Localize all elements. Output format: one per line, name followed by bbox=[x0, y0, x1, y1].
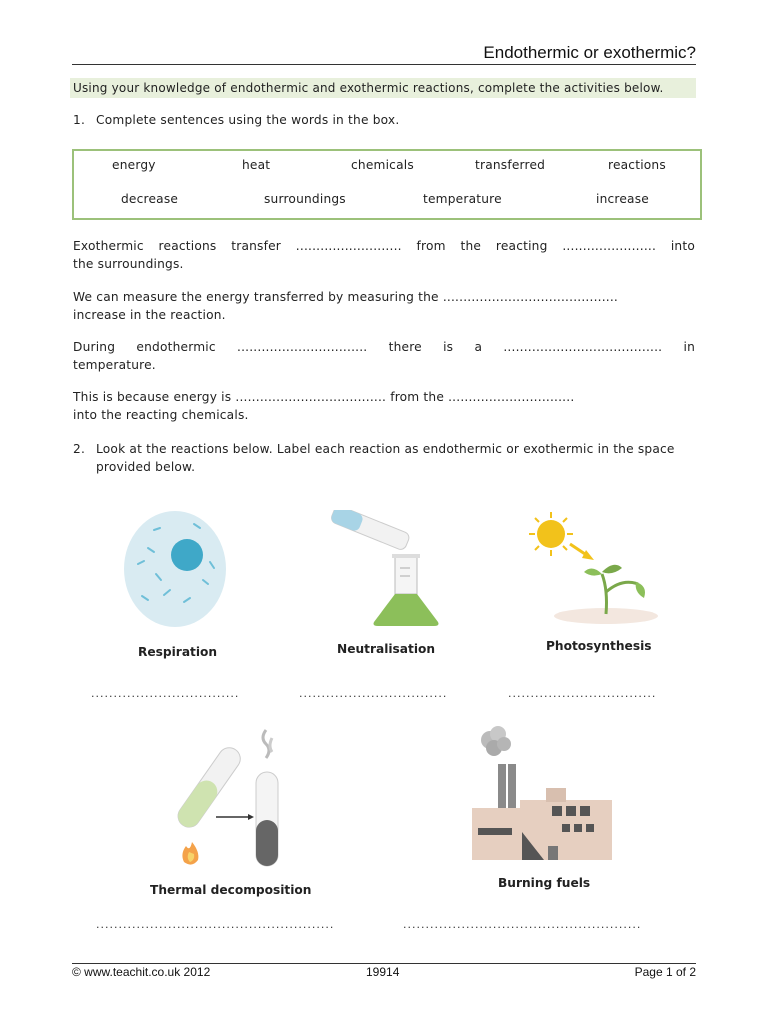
sentence-1 bbox=[73, 237, 695, 273]
sentence-2 bbox=[73, 288, 695, 324]
footer-divider bbox=[72, 963, 696, 964]
sentence-4 bbox=[73, 388, 695, 424]
answer-line-respiration[interactable]: ................................. bbox=[91, 687, 240, 700]
footer-page-number: Page 1 of 2 bbox=[634, 965, 696, 979]
sentence-3 bbox=[73, 338, 695, 374]
sentence-1-line-1: Exothermic reactions transfer .......................... from the reacting ....................... into bbox=[73, 239, 695, 253]
question-2-line-2: provided below. bbox=[96, 460, 196, 474]
word-decrease: decrease bbox=[121, 192, 179, 206]
word-energy: energy bbox=[112, 158, 156, 172]
answer-line-burning-fuels[interactable]: ..................................................... bbox=[403, 918, 642, 931]
word-chemicals: chemicals bbox=[351, 158, 414, 172]
label-respiration: Respiration bbox=[138, 645, 218, 659]
question-2-number: 2. bbox=[73, 442, 86, 456]
photosynthesis-sun-plant-illustration bbox=[526, 512, 666, 630]
sentence-2-line-2: increase in the reaction. bbox=[73, 308, 226, 322]
footer-copyright: © www.teachit.co.uk 2012 bbox=[72, 965, 211, 979]
thermal-decomposition-tubes-illustration bbox=[170, 728, 290, 870]
label-neutralisation: Neutralisation bbox=[337, 642, 436, 656]
question-1-number: 1. bbox=[73, 113, 86, 127]
label-thermal-decomposition: Thermal decomposition bbox=[150, 883, 312, 897]
intro-instruction: Using your knowledge of endothermic and exothermic reactions, complete the activities below. bbox=[70, 78, 696, 98]
sentence-3-line-2: temperature. bbox=[73, 358, 156, 372]
page-title: Endothermic or exothermic? bbox=[483, 43, 696, 62]
answer-line-photosynthesis[interactable]: ................................. bbox=[508, 687, 657, 700]
word-transferred: transferred bbox=[475, 158, 546, 172]
header-divider bbox=[72, 64, 696, 65]
word-heat: heat bbox=[242, 158, 271, 172]
sentence-4-line-2: into the reacting chemicals. bbox=[73, 408, 249, 422]
sentence-2-line-1: We can measure the energy transferred by measuring the ........................................... bbox=[73, 290, 619, 304]
word-surroundings: surroundings bbox=[264, 192, 346, 206]
sentence-4-line-1: This is because energy is ..................................... from the ............................... bbox=[73, 390, 575, 404]
sentence-3-line-1: During endothermic ................................ there is a ....................................... in bbox=[73, 340, 695, 354]
neutralisation-flask-illustration bbox=[328, 510, 442, 630]
label-burning-fuels: Burning fuels bbox=[498, 876, 591, 890]
word-increase: increase bbox=[596, 192, 649, 206]
label-photosynthesis: Photosynthesis bbox=[546, 639, 652, 653]
sentence-1-line-2: the surroundings. bbox=[73, 257, 184, 271]
question-2-line-1: Look at the reactions below. Label each reaction as endothermic or exothermic in the space bbox=[96, 442, 675, 456]
word-reactions: reactions bbox=[608, 158, 666, 172]
word-temperature: temperature bbox=[423, 192, 502, 206]
question-1-text: Complete sentences using the words in the box. bbox=[96, 113, 400, 127]
respiration-cell-illustration bbox=[118, 506, 232, 632]
answer-line-thermal-decomposition[interactable]: ..................................................... bbox=[96, 918, 335, 931]
burning-fuels-factory-illustration bbox=[470, 724, 616, 864]
footer-resource-code: 19914 bbox=[366, 965, 400, 979]
answer-line-neutralisation[interactable]: ................................. bbox=[299, 687, 448, 700]
